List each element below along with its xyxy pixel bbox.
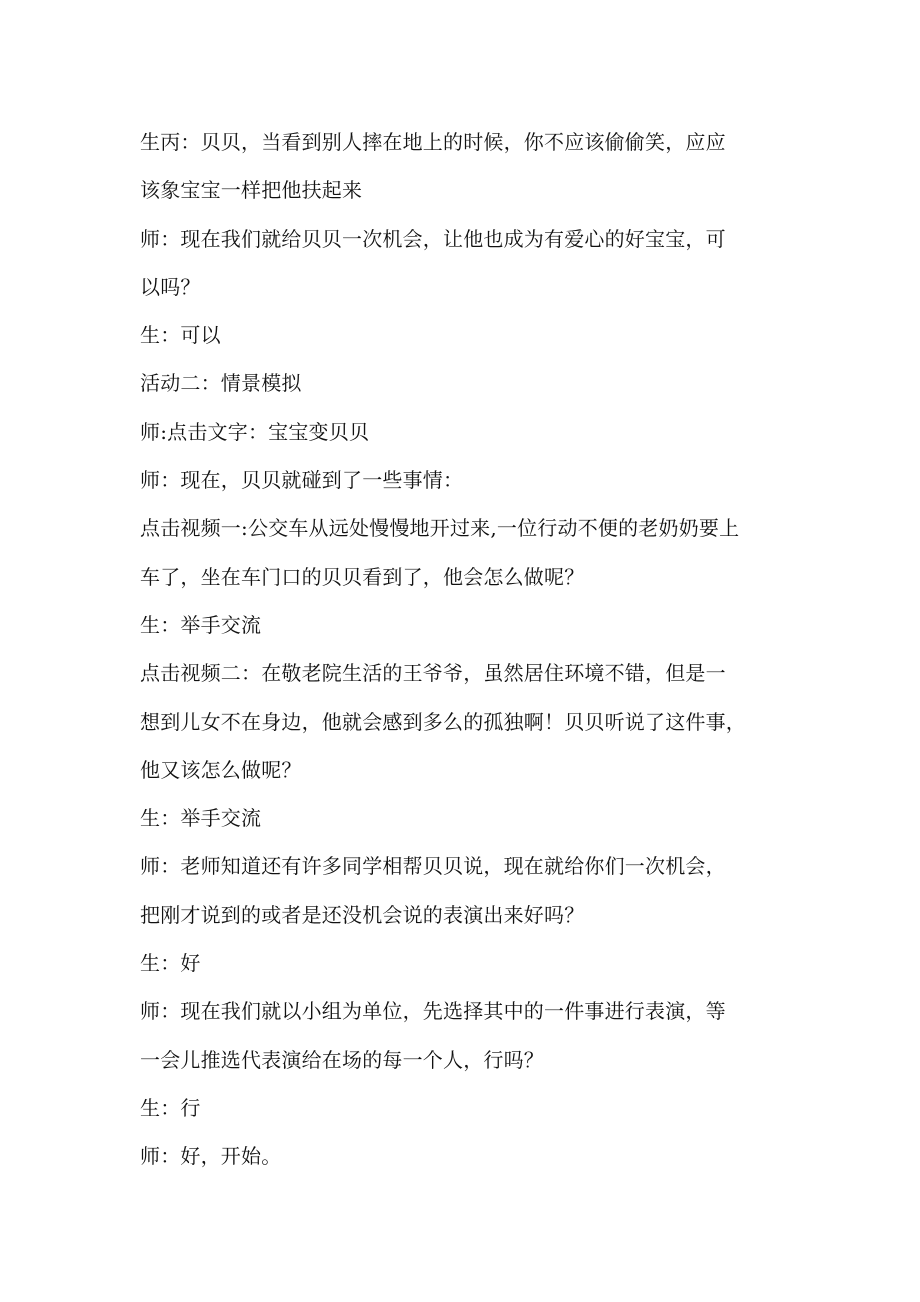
text-line: 生丙：贝贝，当看到别人摔在地上的时候，你不应该偷偷笑，应应 — [140, 130, 726, 154]
text-line: 生：行 — [140, 1095, 201, 1120]
text-line: 把刚才说到的或者是还没机会说的表演出来好吗？ — [140, 902, 585, 927]
text-line: 点击视频二：在敬老院生活的王爷爷，虽然居住环境不错，但是一 — [140, 661, 726, 686]
text-line: 他又该怎么做呢？ — [140, 757, 302, 782]
document-body — [140, 118, 785, 1181]
text-line: 生：好 — [140, 951, 201, 976]
text-line: 师：好，开始。 — [140, 1144, 282, 1169]
text-line: 点击视频一:公交车从远处慢慢地开过来,一位行动不便的老奶奶要上 — [140, 516, 740, 541]
text-line: 以吗？ — [140, 274, 201, 299]
text-line: 生：可以 — [140, 323, 221, 348]
text-line: 师：现在我们就给贝贝一次机会，让他也成为有爱心的好宝宝，可 — [140, 226, 726, 251]
text-line: 师:点击文字：宝宝变贝贝 — [140, 419, 370, 444]
text-line: 一会儿推选代表演给在场的每一个人，行吗？ — [140, 1047, 544, 1072]
text-line: 车了，坐在车门口的贝贝看到了，他会怎么做呢？ — [140, 564, 585, 589]
text-line: 师：现在我们就以小组为单位，先选择其中的一件事进行表演，等 — [140, 999, 726, 1024]
text-line: 师：现在，贝贝就碰到了一些事情： — [140, 468, 464, 493]
text-line: 活动二：情景模拟 — [140, 371, 302, 396]
text-line: 生：举手交流 — [140, 612, 262, 637]
text-line: 生：举手交流 — [140, 806, 262, 831]
text-line: 师：老师知道还有许多同学相帮贝贝说，现在就给你们一次机会， — [140, 854, 726, 879]
text-line: 该象宝宝一样把他扶起来 — [140, 178, 363, 203]
text-line: 想到儿女不在身边，他就会感到多么的孤独啊！贝贝听说了这件事， — [140, 709, 746, 734]
